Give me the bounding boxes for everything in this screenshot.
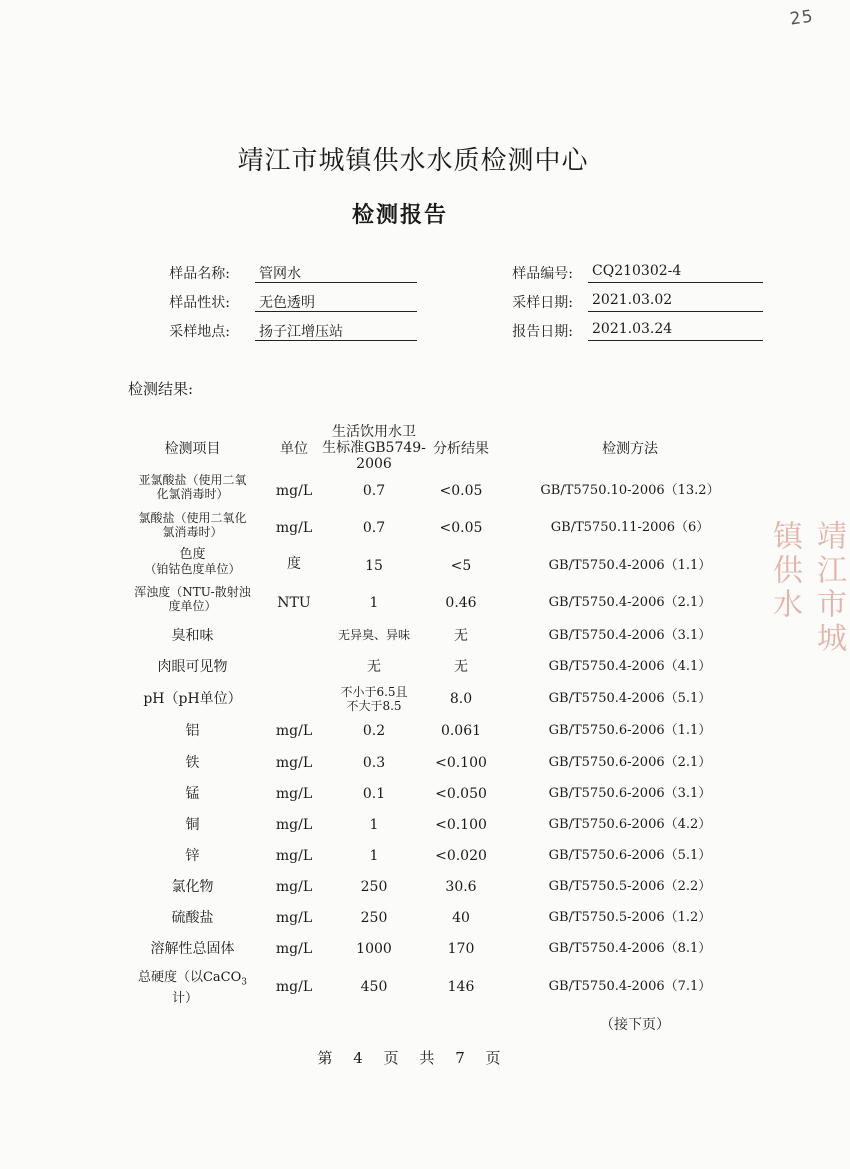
- row-item: [120, 970, 265, 1007]
- row-item-line1: 浑浊度（NTU-散射浊: [134, 585, 251, 599]
- row-item: [120, 585, 265, 613]
- row-method: GB/T5750.4-2006（3.1）: [548, 628, 712, 643]
- row-result: 30.6: [445, 879, 477, 895]
- row-method: GB/T5750.4-2006（8.1）: [548, 941, 712, 956]
- row-item: 硫酸盐: [171, 910, 214, 926]
- results-section-label: 检测结果:: [128, 380, 194, 398]
- row-standard: 无异臭、异味: [337, 628, 410, 642]
- row-item-line1: [120, 970, 265, 991]
- sample-no-label: 样品编号:: [512, 266, 573, 282]
- sample-no-value: CQ210302-4: [588, 263, 763, 283]
- sampling-site-label: 采样地点:: [169, 324, 230, 340]
- row-standard: 450: [360, 979, 388, 995]
- row-standard: 0.3: [362, 755, 386, 771]
- footer-total-pages: 7: [455, 1049, 473, 1067]
- row-result: <0.100: [435, 817, 487, 833]
- row-standard: 1: [369, 817, 379, 833]
- row-item: [120, 511, 265, 539]
- row-result: 无: [454, 628, 468, 644]
- row-item-line1: 亚氯酸盐（使用二氧: [138, 473, 247, 487]
- footer-total-word: 共: [419, 1049, 443, 1067]
- row-standard-line1: 不小于6.5且: [340, 685, 408, 699]
- footer-prefix: 第: [317, 1049, 341, 1067]
- row-unit: mg/L: [275, 483, 313, 499]
- handwritten-page-mark: 25: [788, 6, 815, 30]
- row-method: GB/T5750.6-2006（3.1）: [548, 786, 712, 801]
- row-item: pH（pH单位）: [143, 691, 242, 707]
- row-standard: 0.7: [362, 520, 386, 536]
- row-method: GB/T5750.4-2006（7.1）: [548, 979, 712, 994]
- row-item: [120, 473, 265, 501]
- row-standard: 1: [369, 595, 379, 611]
- sample-name-value: 管网水: [255, 263, 417, 283]
- row-unit: mg/L: [275, 520, 313, 536]
- row-standard: 250: [360, 879, 388, 895]
- row-unit: mg/L: [275, 848, 313, 864]
- header-standard-line2: 生标准GB5749-: [322, 440, 426, 456]
- row-unit: mg/L: [275, 817, 313, 833]
- row-result: <0.100: [435, 755, 487, 771]
- row-unit: mg/L: [275, 879, 313, 895]
- row-method: GB/T5750.6-2006（5.1）: [548, 848, 712, 863]
- row-unit: mg/L: [275, 786, 313, 802]
- row-result: <0.050: [435, 786, 487, 802]
- header-result: 分析结果: [433, 441, 489, 457]
- row-item: 肉眼可见物: [157, 659, 228, 675]
- row-result: 170: [447, 941, 475, 957]
- row-result: <0.020: [435, 848, 487, 864]
- row-unit: mg/L: [275, 755, 313, 771]
- header-unit: 单位: [280, 441, 308, 457]
- row-result: <0.05: [439, 520, 483, 536]
- header-standard-line3: 2006: [356, 456, 392, 472]
- report-date-label: 报告日期:: [512, 324, 573, 340]
- row-item-line2: 氯消毒时）: [162, 525, 223, 539]
- row-unit: 度: [287, 556, 301, 572]
- footer-page-number: 4: [353, 1049, 371, 1067]
- row-method: GB/T5750.4-2006（1.1）: [548, 558, 712, 573]
- header-method: 检测方法: [602, 441, 658, 457]
- row-method: GB/T5750.4-2006（4.1）: [548, 659, 712, 674]
- row-item: 溶解性总固体: [150, 941, 235, 957]
- row-method: GB/T5750.11-2006（6）: [550, 520, 710, 535]
- row-result: 8.0: [449, 691, 473, 707]
- row-unit: mg/L: [275, 979, 313, 995]
- row-unit: mg/L: [275, 910, 313, 926]
- row-unit: NTU: [277, 595, 311, 611]
- row-item-line2: 度单位）: [168, 599, 217, 613]
- sampling-site-value: 扬子江增压站: [255, 321, 417, 341]
- row-method: GB/T5750.5-2006（2.2）: [548, 879, 712, 894]
- row-result: <5: [450, 558, 472, 574]
- row-method: GB/T5750.5-2006（1.2）: [548, 910, 712, 925]
- row-method: GB/T5750.10-2006（13.2）: [540, 483, 720, 498]
- footer-suffix: 页: [485, 1049, 509, 1067]
- row-result: <0.05: [439, 483, 483, 499]
- row-method: GB/T5750.4-2006（5.1）: [548, 691, 712, 706]
- row-standard: 15: [365, 558, 383, 574]
- row-standard: 无: [367, 659, 381, 675]
- sample-state-label: 样品性状:: [169, 295, 230, 311]
- organization-title: 靖江市城镇供水水质检测中心: [237, 146, 589, 176]
- row-item-line2: （铂钴色度单位）: [144, 562, 241, 576]
- row-standard-line2: 不大于8.5: [346, 699, 402, 713]
- row-method: GB/T5750.6-2006（4.2）: [548, 817, 712, 832]
- row-standard: [322, 685, 426, 713]
- row-standard: 1000: [356, 941, 392, 957]
- row-standard: 1: [369, 848, 379, 864]
- footer-page-word: 页: [383, 1049, 407, 1067]
- header-standard-line1: 生活饮用水卫: [332, 424, 416, 440]
- row-item: 铁: [185, 755, 200, 771]
- row-result: 146: [447, 979, 475, 995]
- red-seal-stamp: 靖江市城镇供水: [767, 520, 846, 656]
- row-item: 铜: [185, 817, 200, 833]
- row-item: [120, 548, 265, 576]
- continued-note: （接下页）: [600, 1017, 670, 1033]
- sampling-date-label: 采样日期:: [512, 295, 573, 311]
- header-standard: [322, 424, 426, 472]
- row-method: GB/T5750.6-2006（1.1）: [548, 723, 712, 738]
- row-item-line2: 化氯消毒时）: [156, 487, 229, 501]
- row-result: 40: [452, 910, 470, 926]
- sampling-date-value: 2021.03.02: [588, 292, 763, 312]
- row-item-text: 总硬度（以CaCO: [137, 970, 242, 985]
- row-method: GB/T5750.4-2006（2.1）: [548, 595, 712, 610]
- header-item: 检测项目: [164, 441, 221, 457]
- page-footer: [0, 1047, 826, 1068]
- row-standard: 0.7: [362, 483, 386, 499]
- row-standard: 0.2: [362, 723, 386, 739]
- sample-state-value: 无色透明: [255, 292, 417, 312]
- row-result: 0.061: [440, 723, 482, 739]
- row-standard: 250: [360, 910, 388, 926]
- row-item-line1: 氯酸盐（使用二氧化: [138, 511, 247, 525]
- row-result: 无: [454, 659, 468, 675]
- row-result: 0.46: [445, 595, 477, 611]
- report-title: 检测报告: [351, 203, 448, 228]
- row-item: 氯化物: [171, 879, 214, 895]
- report-date-value: 2021.03.24: [588, 321, 763, 341]
- row-unit: mg/L: [275, 723, 313, 739]
- sample-name-label: 样品名称:: [169, 266, 230, 282]
- row-item: 锰: [185, 786, 200, 802]
- row-item-line2: 计）: [172, 990, 199, 1006]
- row-item: 臭和味: [171, 628, 214, 644]
- row-item-line1: 色度: [179, 547, 206, 562]
- row-item: 铝: [185, 723, 200, 739]
- row-item: 锌: [185, 848, 200, 864]
- row-item-subscript: 3: [241, 977, 248, 988]
- row-method: GB/T5750.6-2006（2.1）: [548, 755, 712, 770]
- row-standard: 0.1: [362, 786, 386, 802]
- row-unit: mg/L: [275, 941, 313, 957]
